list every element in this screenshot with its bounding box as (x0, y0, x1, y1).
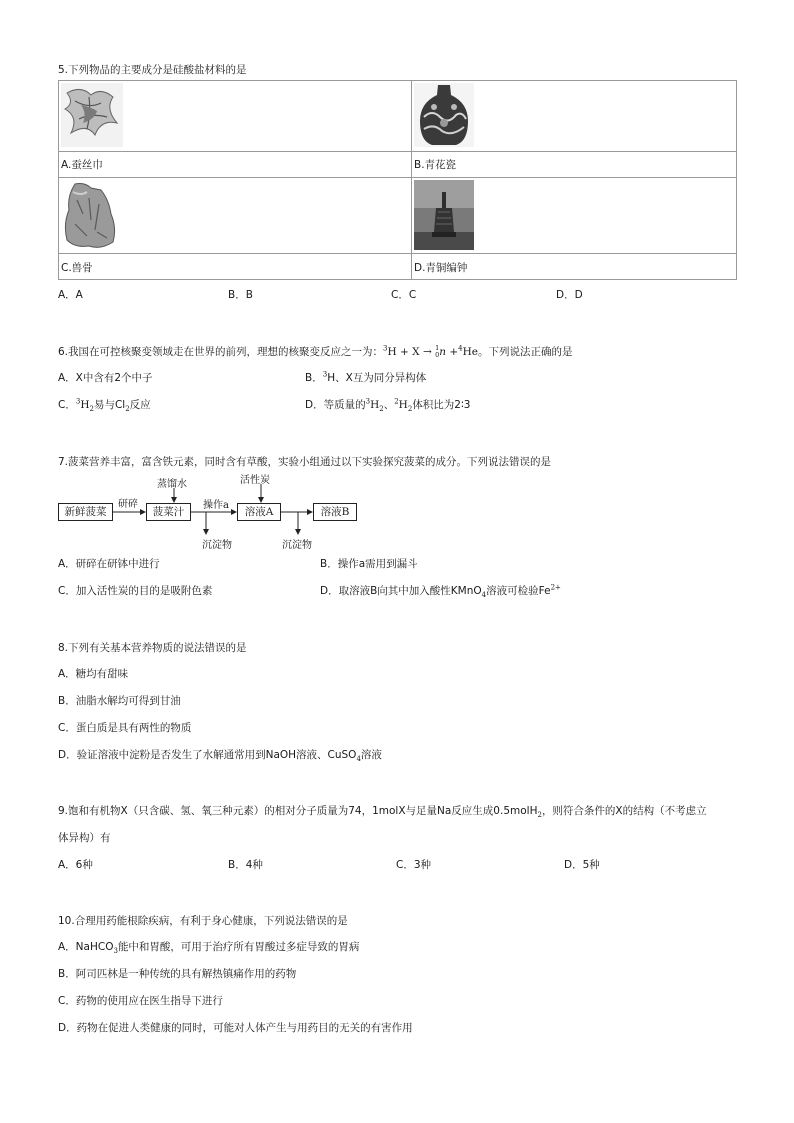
sup: 4 (458, 344, 463, 353)
q9-option-c: C．3种 (396, 859, 432, 871)
q9-option-d: D．5种 (564, 859, 600, 871)
flow-label-precipitate-1: 沉淀物 (202, 540, 232, 551)
sup: 2+ (550, 583, 561, 592)
opt-text: H (398, 399, 408, 411)
flow-label-precipitate-2: 沉淀物 (282, 540, 312, 551)
q6-title-text: 6.我国在可控核聚变领域走在世界的前列，理想的核聚变反应之一为： (58, 346, 384, 358)
sup: 3 (365, 397, 371, 406)
q5-cell-a: A.蚕丝巾 (61, 159, 103, 171)
q5-option-d: D．D (556, 289, 583, 301)
flow-arrows (0, 0, 794, 560)
opt-text: D．验证溶液中淀粉是否发生了水解通常用到NaOH溶液、CuSO (58, 749, 357, 761)
opt-text: H、X互为同分异构体 (327, 372, 427, 384)
flow-label-activated-carbon: 活性炭 (240, 475, 270, 486)
q8-option-c: C．蛋白质是具有两性的物质 (58, 722, 192, 734)
sub: 2 (379, 405, 384, 414)
q10-option-a (58, 939, 359, 954)
sup: 3 (75, 397, 81, 406)
opt-text: C． (58, 399, 76, 411)
eq-part: He (462, 346, 478, 358)
flow-label-operation-a: 操作a (203, 500, 229, 511)
q9-title-line1 (58, 803, 707, 818)
opt-text: 溶液 (360, 749, 382, 761)
opt-text: 能中和胃酸，可用于治疗所有胃酸过多症导致的胃病 (117, 941, 360, 953)
flow-label-grind: 研碎 (118, 499, 138, 510)
flow-label-distilled-water: 蒸馏水 (157, 479, 187, 490)
q8-option-b: B．油脂水解均可得到甘油 (58, 695, 181, 707)
q8-title: 8.下列有关基本营养物质的说法错误的是 (58, 642, 247, 654)
flow-box-fresh-spinach: 新鲜菠菜 (58, 503, 113, 521)
q8-option-d (58, 747, 382, 762)
q8-option-a: A．糖均有甜味 (58, 668, 129, 680)
sub: 2 (407, 405, 413, 414)
flow-box-solution-a: 溶液A (237, 503, 281, 521)
sub: 3 (113, 947, 118, 956)
q6-option-a: A．X中含有2个中子 (58, 372, 153, 384)
opt-text: B． (305, 372, 323, 384)
opt-text: 溶液可检验Fe (486, 585, 551, 597)
q6-title-text: 。下列说法正确的是 (477, 346, 573, 358)
opt-text: D．等质量的 (305, 399, 366, 411)
q5-cell-d: D.青铜编钟 (414, 262, 468, 274)
q7-option-a: A．研碎在研钵中进行 (58, 558, 160, 570)
opt-text: A．NaHCO (58, 941, 114, 953)
q7-option-c: C．加入活性炭的目的是吸附色素 (58, 585, 213, 597)
opt-text: H (370, 399, 380, 411)
q10-option-c: C．药物的使用应在医生指导下进行 (58, 995, 223, 1007)
q9-option-a: A．6种 (58, 859, 93, 871)
flow-box-spinach-juice: 菠菜汁 (146, 503, 191, 521)
q10-title: 10.合理用药能根除疾病，有利于身心健康，下列说法错误的是 (58, 915, 348, 927)
sub: 2 (125, 405, 130, 414)
q5-cell-b: B.青花瓷 (414, 159, 457, 171)
opt-text: H (80, 399, 90, 411)
sup: 3 (322, 370, 328, 379)
opt-text: 反应 (129, 399, 151, 411)
sub: 4 (356, 755, 361, 764)
sub: 0 (435, 351, 440, 359)
q10-option-d: D．药物在促进人类健康的同时，可能对人体产生与用药目的无关的有害作用 (58, 1022, 413, 1034)
q5-title: 5.下列物品的主要成分是硅酸盐材料的是 (58, 64, 247, 76)
opt-text: 易与Cl (93, 399, 126, 411)
q9-option-b: B．4种 (228, 859, 263, 871)
opt-text: D．取溶液B向其中加入酸性KMnO (320, 585, 482, 597)
q9-title-text: 9.饱和有机物X（只含碳、氢、氧三种元素）的相对分子质量为74，1molX与足量Na反应生成0.5molH (58, 805, 538, 817)
q7-title: 7.菠菜营养丰富，富含铁元素，同时含有草酸，实验小组通过以下实验探究菠菜的成分。下列说法错误的是 (58, 456, 552, 468)
q5-option-c: C．C (391, 289, 417, 301)
flow-box-solution-b: 溶液B (313, 503, 357, 521)
q7-option-b: B．操作a需用到漏斗 (320, 558, 418, 570)
q5-option-a: A．A (58, 289, 83, 301)
opt-text: 体积比为2∶3 (412, 399, 471, 411)
sup: 2 (394, 397, 399, 406)
q5-option-b: B．B (228, 289, 253, 301)
sub: 4 (481, 591, 487, 600)
q9-title-line2: 体异构）有 (58, 832, 111, 844)
sub: 2 (89, 405, 94, 414)
q5-cell-c: C.兽骨 (61, 262, 93, 274)
q7-option-d (320, 583, 561, 598)
eq-part: H + X → (387, 346, 432, 358)
eq-part: n + (439, 346, 459, 358)
q10-option-b: B．阿司匹林是一种传统的具有解热镇痛作用的药物 (58, 968, 297, 980)
sub: 2 (537, 811, 542, 820)
sup: 1 (435, 344, 440, 352)
sup: 3 (383, 344, 388, 353)
q9-title-text: ，则符合条件的X的结构（不考虑立 (541, 805, 707, 817)
opt-text: 、 (383, 399, 395, 411)
